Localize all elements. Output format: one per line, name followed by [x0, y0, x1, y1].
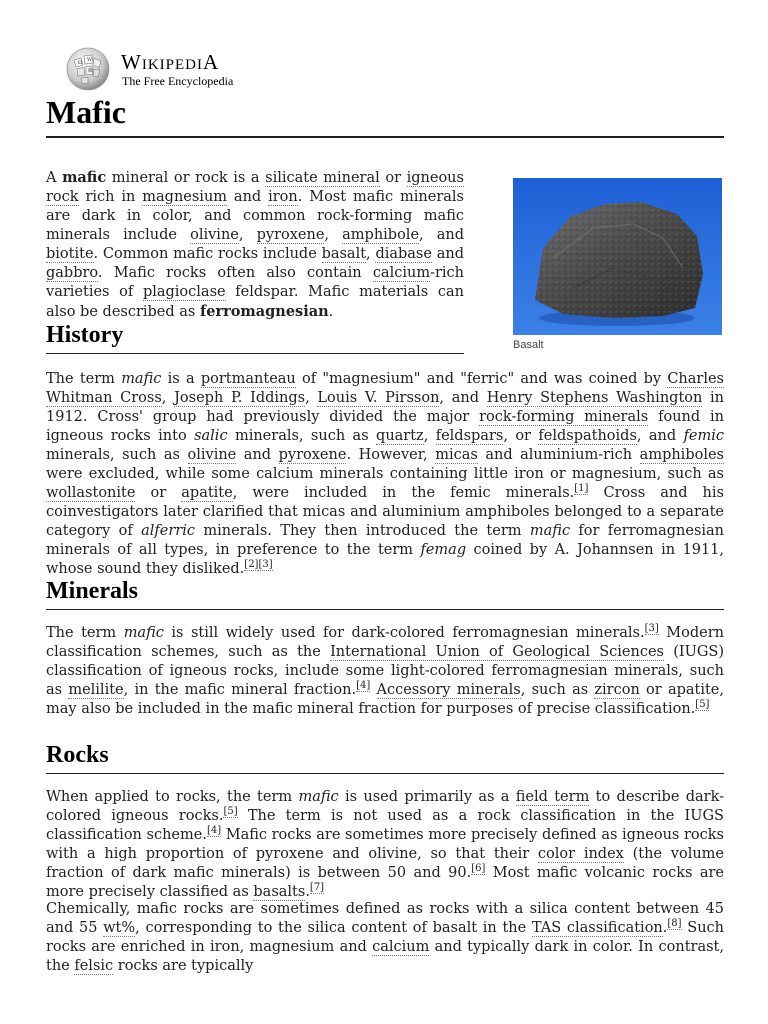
- link-wollastonite[interactable]: wollastonite: [46, 485, 136, 501]
- figure-caption: Basalt: [513, 339, 544, 351]
- link-louis-v-pirsson[interactable]: Louis V. Pirsson: [317, 390, 440, 406]
- link-melilite[interactable]: melilite: [68, 682, 124, 698]
- link-pyroxene[interactable]: pyroxene: [256, 227, 325, 243]
- citation-1[interactable]: [1]: [574, 483, 589, 495]
- link-feldspars[interactable]: feldspars: [435, 428, 504, 444]
- link-olivine[interactable]: olivine: [190, 227, 239, 243]
- minerals-heading: Minerals: [46, 576, 724, 610]
- citation-3[interactable]: [3]: [644, 623, 659, 635]
- rocks-paragraph-2: Chemically, mafic rocks are sometimes defined as rocks with a silica content between 45 and 55 wt%, corresponding to the silica content of basalt in the TAS classification.[8] Such rocks are enriched in iron, magnesium and calcium and typically dark in color. In contrast, the felsic rocks are typically: [46, 901, 724, 974]
- site-logo[interactable]: [65, 46, 265, 96]
- citation-2[interactable]: [2]: [244, 559, 259, 571]
- link-wt-percent[interactable]: wt%: [103, 920, 136, 936]
- link-gabbro[interactable]: gabbro: [46, 265, 98, 281]
- link-rock-forming-minerals[interactable]: rock-forming minerals: [479, 409, 649, 425]
- link-olivine[interactable]: olivine: [187, 447, 237, 463]
- link-iron[interactable]: iron: [268, 189, 298, 205]
- link-calcium[interactable]: calcium: [372, 265, 431, 281]
- link-apatite[interactable]: apatite: [181, 485, 233, 501]
- citation-5[interactable]: [5]: [223, 806, 238, 818]
- link-joseph-p-iddings[interactable]: Joseph P. Iddings: [174, 390, 306, 406]
- citation-4[interactable]: [4]: [356, 680, 371, 692]
- link-plagioclase[interactable]: plagioclase: [142, 284, 226, 300]
- basalt-rock-icon: [513, 178, 722, 335]
- citation-4[interactable]: [4]: [206, 825, 222, 837]
- citation-5[interactable]: [5]: [695, 699, 710, 711]
- link-silicate-mineral[interactable]: silicate mineral: [265, 170, 380, 186]
- site-wordmark: WikipediA: [121, 50, 220, 74]
- link-amphibole[interactable]: amphibole: [342, 227, 420, 243]
- rocks-paragraph-1: When applied to rocks, the term mafic is used primarily as a field term to describe dark-colored igneous rocks.[5] The term is not used as a rock classification in the IUGS classification scheme.[4] Mafic rocks are sometimes more precisely defined as igneous rocks with a high proportion of pyroxene and olivine, so that their color index (the volume fraction of dark mafic minerals) is between 50 and 90.[6] Most mafic volcanic rocks are more precisely classified as basalts.[7]: [46, 789, 725, 900]
- svg-text:維: 維: [88, 68, 94, 74]
- site-tagline: The Free Encyclopedia: [122, 74, 234, 88]
- minerals-paragraph: The term mafic is still widely used for dark-colored ferromagnesian minerals.[3] Modern classification schemes, such as the International Union of Geological Sciences (IUGS) classification of igneous rocks, include some light-colored ferromagnesian minerals, such as melilite, in the mafic mineral fraction.[4] Accessory minerals, such as zircon or apatite, may also be included in the mafic mineral fraction for purposes of precise classification.[5]: [46, 623, 725, 717]
- citation-3[interactable]: [3]: [258, 559, 273, 571]
- link-basalt[interactable]: basalt: [321, 246, 367, 262]
- bold-term: mafic: [62, 169, 107, 186]
- rocks-heading: Rocks: [46, 740, 724, 774]
- link-accessory-minerals[interactable]: Accessory minerals: [376, 682, 521, 698]
- link-charles-whitman-cross[interactable]: Charles Whitman Cross: [46, 371, 724, 406]
- citation-7[interactable]: [7]: [309, 882, 325, 894]
- citation-8[interactable]: [8]: [667, 918, 682, 930]
- link-tas-classification[interactable]: TAS classification: [531, 920, 663, 936]
- link-diabase[interactable]: diabase: [375, 246, 432, 262]
- page-title: Mafic: [46, 92, 724, 138]
- link-basalts[interactable]: basalts: [253, 884, 306, 900]
- svg-text:W: W: [87, 57, 93, 63]
- lead-paragraph: A mafic mineral or rock is a silicate mineral or igneous rock rich in magnesium and iron. Most mafic minerals are dark in color, and common rock-forming mafic minerals include olivine, pyroxene, amphibole, and biotite. Common mafic rocks include basalt, diabase and gabbro. Mafic rocks often also contain calcium-rich varieties of plagioclase feldspar. Mafic materials can also be described as ferromagnesian.: [46, 169, 465, 320]
- rocks-body-1: [46, 788, 724, 902]
- minerals-section: [46, 576, 724, 610]
- link-pyroxene[interactable]: pyroxene: [278, 447, 347, 463]
- link-felsic[interactable]: felsic: [74, 958, 114, 974]
- link-portmanteau[interactable]: portmanteau: [200, 371, 296, 387]
- link-biotite[interactable]: biotite: [46, 246, 94, 262]
- svg-text:Ω: Ω: [78, 60, 83, 66]
- link-amphiboles[interactable]: amphiboles: [639, 447, 724, 463]
- basalt-image[interactable]: [513, 178, 722, 335]
- history-section: [46, 320, 724, 354]
- history-paragraph: The term mafic is a portmanteau of "magnesium" and "ferric" and was coined by Charles Whitman Cross, Joseph P. Iddings, Louis V. Pirsson, and Henry Stephens Washington in 1912. Cross' group had previously divided the major rock-forming minerals found in igneous rocks into salic minerals, such as quartz, feldspars, or feldspathoids, and femic minerals, such as olivine and pyroxene. However, micas and aluminium-rich amphiboles were excluded, while some calcium minerals containing little iron or magnesium, such as wollastonite or apatite, were included in the femic minerals.[1] Cross and his coinvestigators later clarified that micas and aluminium amphiboles belonged to a separate category of alferric minerals. They then introduced the term mafic for ferromagnesian minerals of all types, in preference to the term femag coined by A. Johannsen in 1911, whose sound they disliked.[2][3]: [46, 371, 725, 577]
- link-henry-stephens-washington[interactable]: Henry Stephens Washington: [486, 390, 703, 406]
- minerals-body: [46, 624, 724, 719]
- wikipedia-globe-icon: [65, 46, 111, 92]
- link-magnesium[interactable]: magnesium: [142, 189, 228, 205]
- link-iugs[interactable]: International Union of Geological Sciences: [330, 644, 664, 660]
- rocks-body-2: [46, 900, 724, 976]
- link-quartz[interactable]: quartz: [376, 428, 424, 444]
- bold-term: ferromagnesian: [199, 303, 329, 320]
- link-feldspathoids[interactable]: feldspathoids: [538, 428, 637, 444]
- link-color-index[interactable]: color index: [537, 846, 624, 862]
- link-calcium[interactable]: calcium: [372, 939, 430, 955]
- link-igneous-rock[interactable]: igneous rock: [46, 170, 464, 205]
- link-field-term[interactable]: field term: [515, 789, 590, 805]
- rocks-section: [46, 740, 724, 774]
- link-zircon[interactable]: zircon: [594, 682, 640, 698]
- lead-section: [46, 168, 464, 322]
- link-micas[interactable]: micas: [435, 447, 478, 463]
- history-body: [46, 370, 724, 579]
- citation-6[interactable]: [6]: [471, 863, 486, 875]
- history-heading: History: [46, 320, 464, 354]
